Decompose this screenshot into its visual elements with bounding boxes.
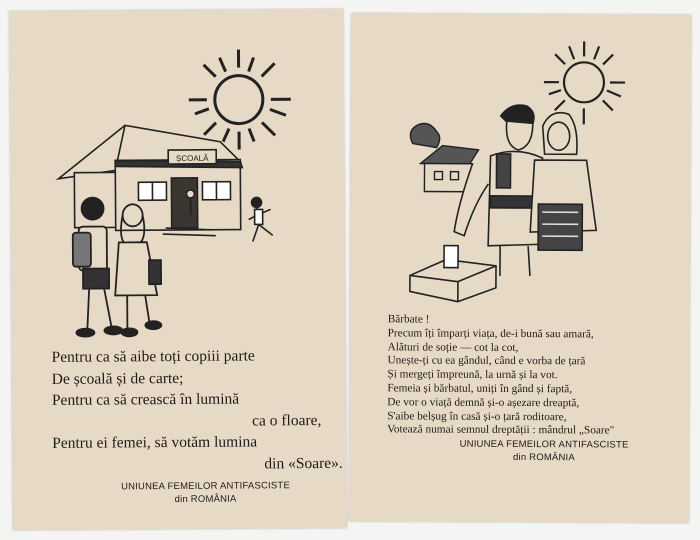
school-illustration: [9, 9, 345, 341]
signature-line: din ROMÂNIA: [174, 493, 237, 506]
poem-line: Bărbate !: [387, 313, 430, 326]
poem-line: Precum îți împarți viața, de-i bună sau amară,: [387, 327, 594, 341]
ballot-box: [410, 245, 496, 301]
poem-line: De vor o viață demnă și-o așezare dreaptă,: [387, 396, 580, 410]
poem-line: Pentru ca să aibe toți copiii parte: [51, 347, 255, 366]
poem-line: De școală și de carte;: [51, 369, 184, 388]
left-leaflet: [9, 9, 347, 530]
poem-line: Pentru ei femei, să votăm lumina: [52, 433, 258, 452]
sun-icon: [188, 49, 291, 150]
voting-couple-illustration: [350, 13, 692, 305]
poem-line: Femeia și bărbatul, uniți în gând și faptă,: [387, 382, 573, 396]
poem-line: Unește-ți cu ea gândul, când e vorba de țară: [387, 354, 586, 368]
poem-line: S'aibe belșug în casă și-o țară roditoare,: [387, 409, 567, 423]
signature-line: UNIUNEA FEMEILOR ANTIFASCISTE: [121, 480, 291, 493]
school-building: [58, 125, 243, 237]
woman-figure: [530, 113, 597, 251]
school-sign: ȘCOALĂ: [175, 153, 209, 164]
poem-line: din «Soare».: [264, 454, 343, 472]
left-poem: [52, 345, 343, 476]
poem-line: ca o floare,: [251, 411, 322, 429]
running-child: [248, 197, 272, 241]
right-leaflet: [349, 13, 692, 523]
signature-line: din ROMÂNIA: [513, 451, 575, 464]
poem-line: Pentru ca să crească în lumină: [51, 390, 240, 409]
right-signature: [444, 438, 644, 465]
right-poem: [387, 313, 615, 438]
left-signature: [110, 479, 300, 506]
signature-line: UNIUNEA FEMEILOR ANTIFASCISTE: [459, 438, 629, 451]
sun-icon: [544, 41, 625, 124]
poem-line: Votează numai semnul dreptății : mândrul „Soare": [387, 423, 615, 437]
poem-line: Alături de soție — cot la cot,: [387, 340, 519, 354]
poem-line: Și mergeți împreună, la urnă și la vot.: [387, 368, 558, 382]
